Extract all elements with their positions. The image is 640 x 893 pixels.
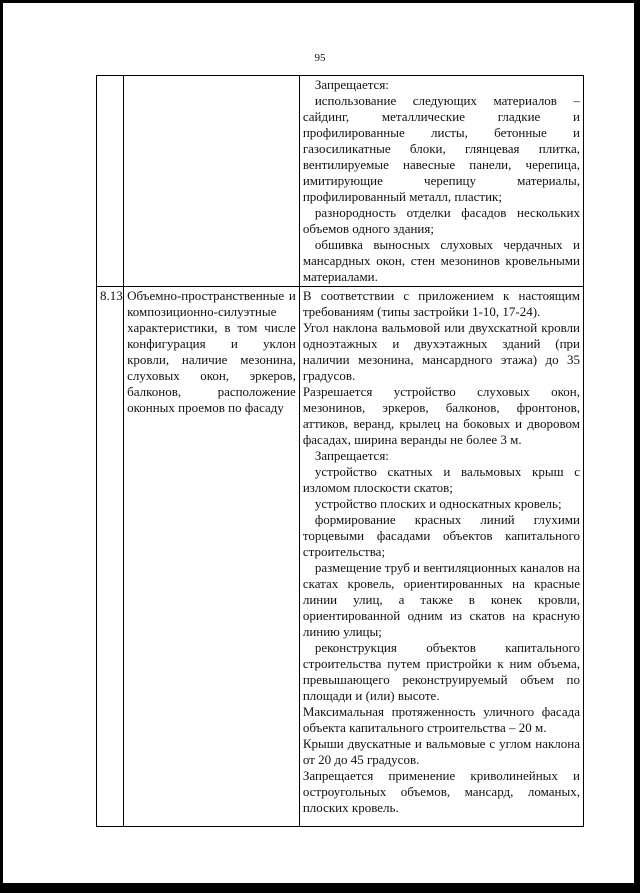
page-number: 95 [314, 52, 326, 64]
requirement-paragraph: Разрешается устройство слуховых окон, мезонинов, эркеров, балконов, фронтонов, аттиков, веранд, крылец на боковых и дворовом фасадах, ширина веранды не более 3 м. [302, 384, 580, 447]
requirement-paragraph: Запрещается: [314, 448, 389, 463]
row-requirements-cell [299, 287, 583, 827]
row-number-cell [97, 76, 124, 287]
row-name-cell [124, 76, 300, 287]
requirements-table [96, 75, 584, 827]
table-row [97, 76, 584, 287]
requirement-paragraph: Угол наклона вальмовой или двухскатной кровли одноэтажных и двухэтажных зданий (при наличии мезонина, мансардного этажа) до 35 градусов. [302, 320, 580, 383]
table-row [97, 287, 584, 827]
characteristic-name: Объемно-пространственные и композиционно-силуэтные характеристики, в том числе конфигурация и уклон кровли, наличие мезонина, слуховых окон, эркеров, балконов, расположение оконных проемов по фасаду [127, 288, 296, 415]
row-requirements-cell [299, 76, 583, 287]
row-name-cell [124, 287, 300, 827]
requirement-paragraph: разнородность отделки фасадов нескольких объемов одного здания; [302, 205, 580, 236]
requirement-paragraph: Максимальная протяженность уличного фасада объекта капитального строительства – 20 м. [302, 704, 580, 735]
requirement-paragraph: использование следующих материалов – сайдинг, металлические гладкие и профилированные листы, бетонные и газосиликатные блоки, глянцевая плитка, вентилируемые навесные панели, черепица, имитирующие черепицу материалы, профилированный металл, пластик; [302, 93, 580, 204]
requirement-paragraph: В соответствии с приложением к настоящим требованиям (типы застройки 1-10, 17-24). [302, 288, 580, 319]
requirement-paragraph: устройство плоских и односкатных кровель; [314, 496, 562, 511]
row-number-cell: 8.13 [97, 287, 124, 827]
requirement-paragraph: Запрещается: [314, 77, 389, 92]
requirement-paragraph: размещение труб и вентиляционных каналов на скатах кровель, ориентированных на красные линии улиц, а также в конек кровли, ориентированной одним из скатов на красную линию улицы; [302, 560, 580, 639]
requirement-paragraph: обшивка выносных слуховых чердачных и мансардных окон, стен мезонинов кровельными материалами. [302, 237, 580, 284]
requirement-paragraph: устройство скатных и вальмовых крыш с изломом плоскости скатов; [302, 464, 580, 495]
requirement-paragraph: формирование красных линий глухими торцевыми фасадами объектов капитального строительства; [302, 512, 580, 559]
requirement-paragraph: Крыши двускатные и вальмовые с углом наклона от 20 до 45 градусов. [302, 736, 580, 767]
requirement-paragraph: реконструкция объектов капитального строительства путем пристройки к ним объема, превышающего реконструируемый объем по площади и (или) высоте. [302, 640, 580, 703]
requirement-paragraph: Запрещается применение криволинейных и остроугольных объемов, мансард, ломаных, плоских кровель. [302, 768, 580, 815]
